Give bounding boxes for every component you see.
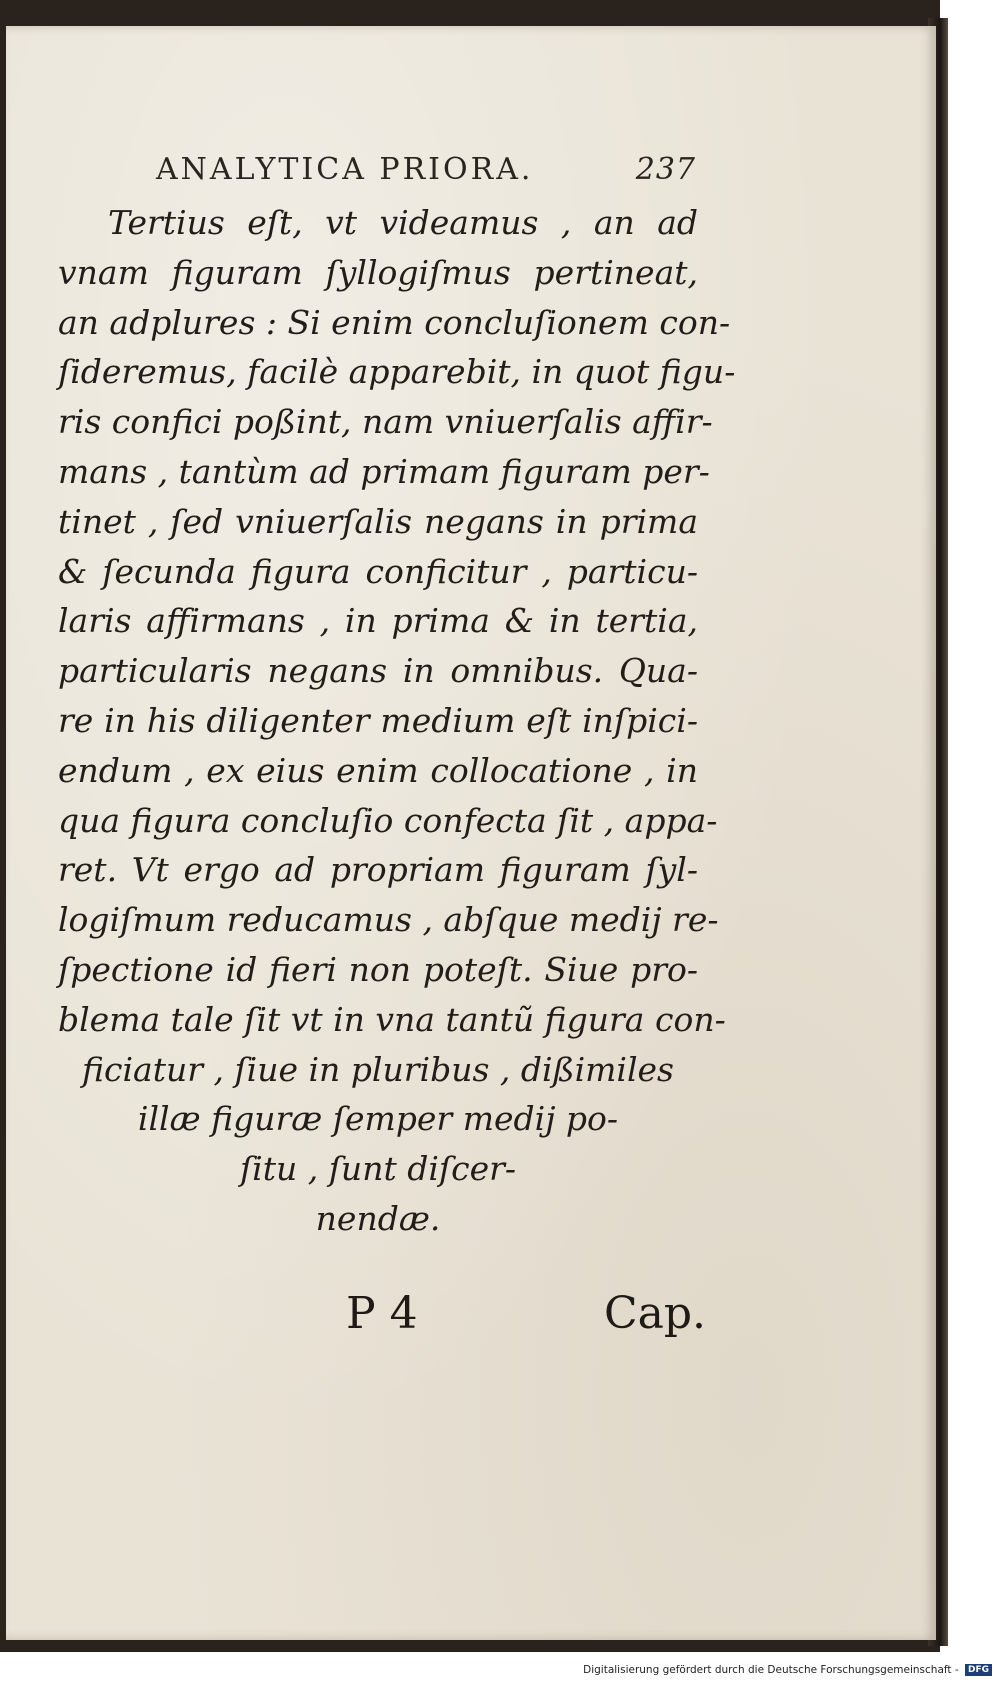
text-line: ficiatur , ſiue in pluribus , dißimiles: [81, 1049, 674, 1089]
text-line: qua figura concluſio confecta ſit , appa-: [58, 800, 718, 840]
body-text: [58, 198, 736, 1244]
text-line: laris affirmans , in prima & in tertia,: [58, 601, 698, 641]
text-line: ret. Vt ergo ad propriam figuram ſyl-: [58, 850, 698, 890]
signature-mark: P 4: [346, 1288, 418, 1339]
text-line: ſideremus, facilè apparebit, in quot figu-: [58, 352, 736, 392]
book-page: [6, 26, 936, 1640]
text-line: logiſmum reducamus , abſque medij re-: [58, 900, 719, 940]
text-line: ris confici poßint, nam vniuerſalis affir-: [58, 402, 713, 442]
text-line: ſitu , ſunt diſcer-: [239, 1149, 517, 1189]
page-number: 237: [635, 152, 696, 187]
text-line: tinet , ſed vniuerſalis negans in prima: [58, 501, 698, 541]
catchword: Cap.: [603, 1288, 706, 1339]
dfg-logo-icon: DFG: [965, 1664, 992, 1676]
running-head-title: ANALYTICA PRIORA.: [156, 152, 534, 187]
running-head: [156, 152, 696, 187]
text-line: nendæ.: [315, 1198, 441, 1238]
text-line: re in his diligenter medium eſt inſpici-: [58, 700, 698, 740]
text-line: an adplures : Si enim concluſionem con-: [58, 302, 731, 342]
text-line: illæ figuræ ſemper medij po-: [137, 1099, 619, 1139]
text-line: vnam figuram ſyllogiſmus pertineat,: [58, 252, 698, 292]
text-line: ſpectione id fieri non poteſt. Siue pro-: [58, 949, 698, 989]
credit-text: Digitalisierung gefördert durch die Deutsche Forschungsgemeinschaft -: [583, 1664, 959, 1676]
text-line: Tertius eſt, vt videamus , an ad: [108, 203, 698, 242]
text-line: blema tale ſit vt in vna tantũ figura con-: [58, 999, 726, 1039]
text-line: particularis negans in omnibus. Qua-: [58, 651, 698, 691]
digitization-credit: [583, 1664, 992, 1676]
text-line: endum , ex eius enim collocatione , in: [58, 750, 698, 790]
text-line: mans , tantùm ad primam figuram per-: [58, 451, 710, 491]
text-line: & ſecunda figura conficitur , particu-: [58, 551, 698, 591]
